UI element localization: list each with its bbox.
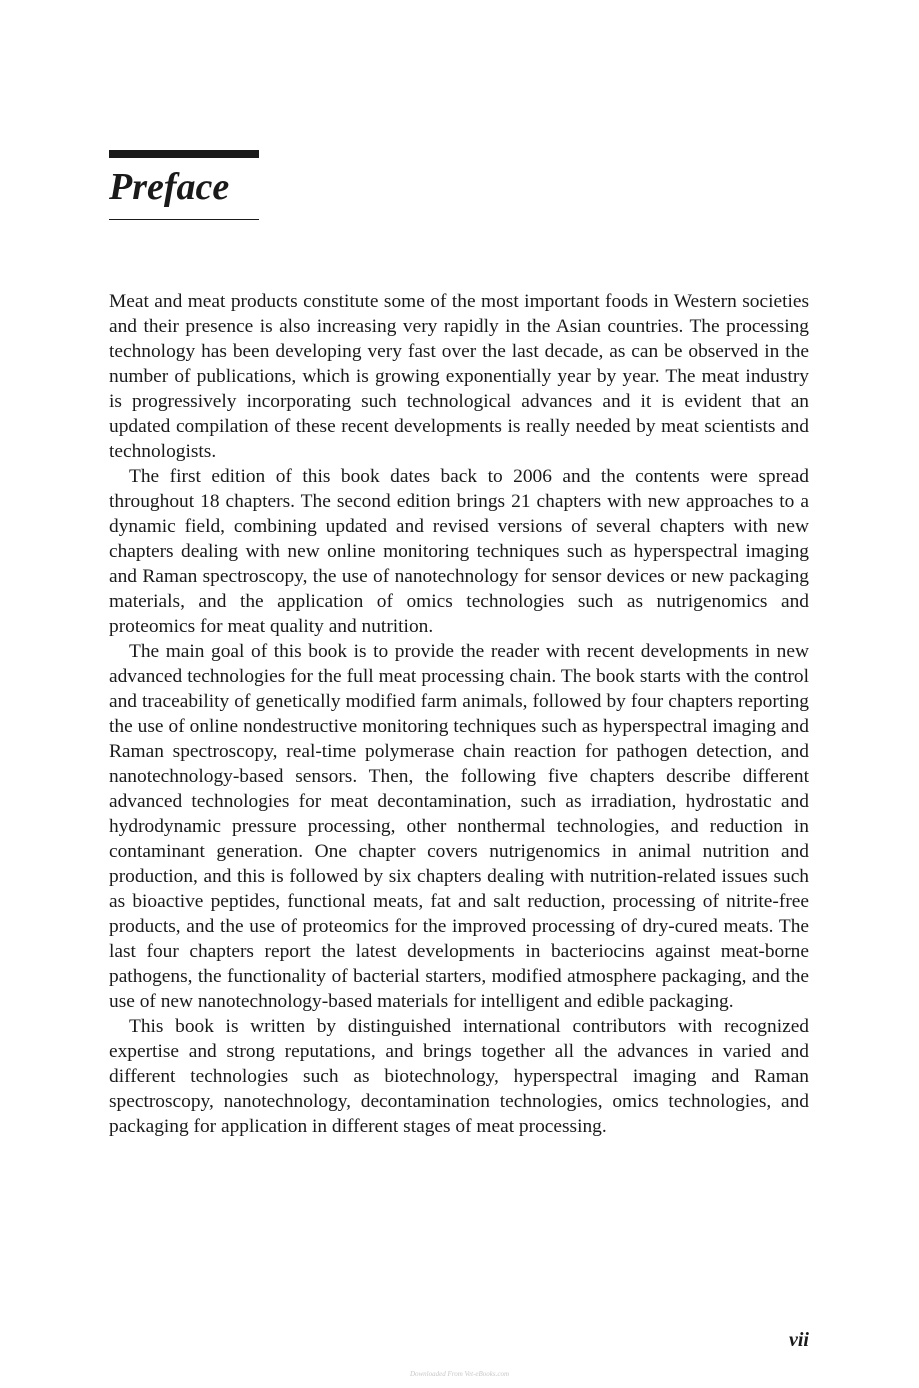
preface-body xyxy=(109,289,809,1139)
heading-bar xyxy=(109,150,259,158)
paragraph: This book is written by distinguished international contributors with recognized expertise and strong reputations, and brings together all the advances in varied and different technologies such as biotechnology, hyperspectral imaging and Raman spectroscopy, nanotechnology, decontamination technologies, omics technologies, and packaging for application in different stages of meat processing. xyxy=(109,1016,809,1137)
watermark: Downloaded From Vet-eBooks.com xyxy=(409,1370,510,1378)
paragraph: The first edition of this book dates back to 2006 and the contents were spread throughout 18 chapters. The second edition brings 21 chapters with new approaches to a dynamic field, combining updated and revised versions of several chapters with new chapters dealing with new online monitoring techniques such as hyperspectral imaging and Raman spectroscopy, the use of nanotechnology for sensor devices or new packaging materials, and the application of omics technologies such as nutrigenomics and proteomics for meat quality and nutrition. xyxy=(109,466,809,637)
heading-rule xyxy=(109,219,259,220)
paragraph: Meat and meat products constitute some of the most important foods in Western societies and their presence is also increasing very rapidly in the Asian countries. The processing technology has been developing very fast over the last decade, as can be observed in the number of publications, which is growing exponentially year by year. The meat industry is progressively incorporating such technological advances and it is evident that an updated compilation of these recent developments is really needed by meat scientists and technologists. xyxy=(109,291,809,462)
page-number: vii xyxy=(789,1329,809,1351)
paragraph: The main goal of this book is to provide the reader with recent developments in new advanced technologies for the full meat processing chain. The book starts with the control and traceability of genetically modified farm animals, followed by four chapters reporting the use of online nondestructive monitoring techniques such as hyperspectral imaging and Raman spectroscopy, real-time polymerase chain reaction for pathogen detection, and nanotechnology-based sensors. Then, the following five chapters describe different advanced technologies for meat decontamination, such as irradiation, hydrostatic and hydrodynamic pressure processing, other nonthermal technologies, and reduction in contaminant generation. One chapter covers nutrigenomics in animal nutrition and production, and this is followed by six chapters dealing with nutrition-related issues such as bioactive peptides, functional meats, fat and salt reduction, processing of nitrite-free products, and the use of proteomics for the improved processing of dry-cured meats. The last four chapters report the latest developments in bacteriocins against meat-borne pathogens, the functionality of bacterial starters, modified atmosphere packaging, and the use of new nanotechnology-based materials for intelligent and edible packaging. xyxy=(109,641,809,1012)
chapter-title: Preface xyxy=(109,166,230,208)
